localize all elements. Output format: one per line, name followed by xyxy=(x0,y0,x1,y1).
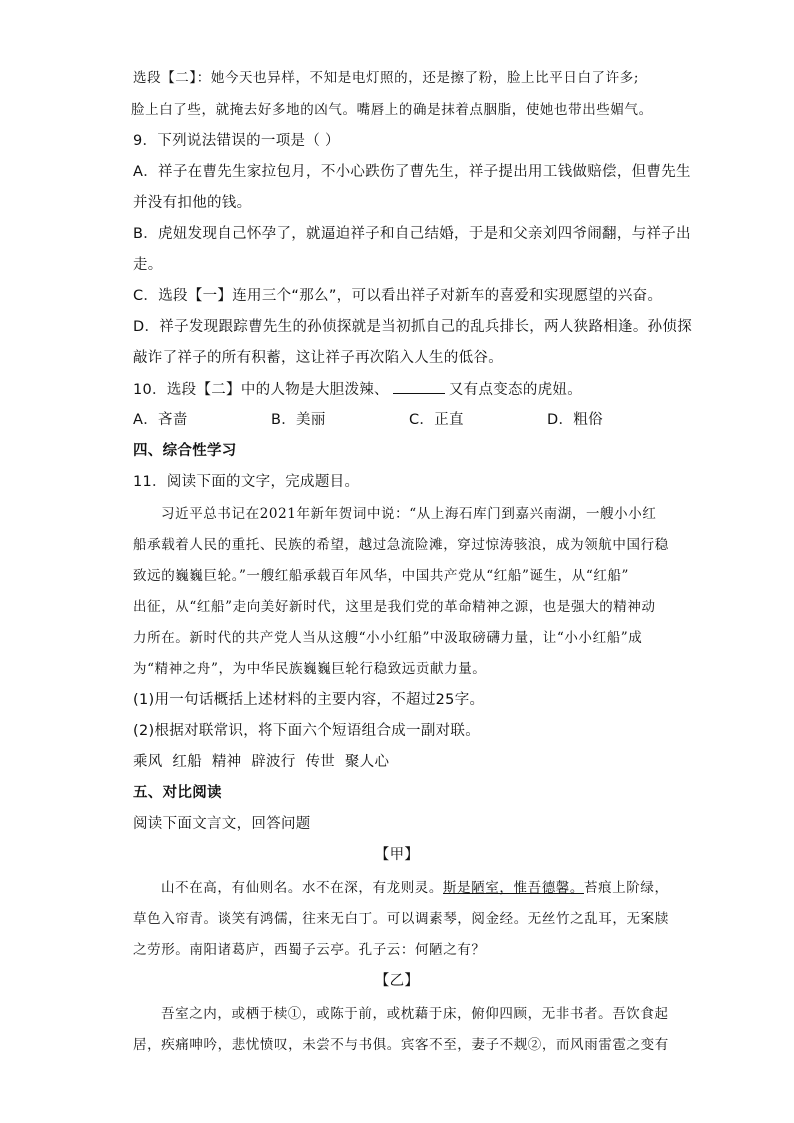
section5-intro: 阅读下面文言文，回答问题 xyxy=(133,816,311,832)
q10-stem xyxy=(133,378,582,401)
q10-answer-blank[interactable] xyxy=(393,378,445,394)
q10-option-b: B．美丽 xyxy=(271,412,326,428)
q11-material-line5: 力所在。新时代的共产党人当从这艘“小小红船”中汲取磅礴力量，让“小小红船”成 xyxy=(133,630,643,646)
q10-option-d: D．粗俗 xyxy=(547,412,603,428)
q11-material-line1: 习近平总书记在2021年新年贺词中说：“从上海石库门到嘉兴南湖，一艘小小红 xyxy=(161,506,657,522)
q11-material-line2: 船承载着人民的重托、民族的希望，越过急流险滩，穿过惊涛骇浪，成为领航中国行稳 xyxy=(133,537,669,553)
q9-option-d-line2: 敲诈了祥子的所有积蓄，这让祥子再次陷入人生的低谷。 xyxy=(133,350,503,366)
q9-option-b-line2: 走。 xyxy=(133,257,163,273)
q11-phrases: 乘风 红船 精神 辟波行 传世 聚人心 xyxy=(133,754,390,770)
passage-jia-line3: 之劳形。南阳诸葛庐，西蜀子云亭。孔子云：何陋之有？ xyxy=(133,942,486,958)
q9-option-a-line2: 并没有扣他的钱。 xyxy=(133,195,252,211)
q9-option-b-line1: B．虎妞发现自己怀孕了，就逼迫祥子和自己结婚，于是和父亲刘四爷闹翻，与祥子出 xyxy=(133,226,691,242)
passage2-line1: 选段【二】：她今天也异样，不知是电灯照的，还是擦了粉，脸上比平日白了许多; xyxy=(133,70,639,86)
passage-yi-line1: 吾室之内，或栖于椟①，或陈于前，或枕藉于床，俯仰四顾，无非书者。吾饮食起 xyxy=(161,1006,669,1022)
passage2-line2: 脸上白了些，就掩去好多地的凶气。嘴唇上的确是抹着点胭脂，使她也带出些媚气。 xyxy=(131,102,653,118)
passage-jia-line1 xyxy=(161,877,669,899)
q10-stem-part1: 10．选段【二】中的人物是大胆泼辣、 xyxy=(133,382,389,398)
q9-stem: 9．下列说法错误的一项是（ ） xyxy=(133,133,340,149)
passage-jia-line1-start: 山不在高，有仙则名。水不在深，有龙则灵。 xyxy=(161,880,443,896)
q9-option-d-line1: D．祥子发现跟踪曹先生的孙侦探就是当初抓自己的乱兵排长，两人狭路相逢。孙侦探 xyxy=(133,319,693,335)
q11-sub1: (1)用一句话概括上述材料的主要内容，不超过25字。 xyxy=(133,692,485,708)
passage-jia-line1-end: 苔痕上阶绿， xyxy=(584,880,669,896)
q10-option-a: A．吝啬 xyxy=(133,412,188,428)
passage-jia-line2: 草色入帘青。谈笑有鸿儒，往来无白丁。可以调素琴，阅金经。无丝竹之乱耳，无案牍 xyxy=(133,911,669,927)
section4-heading: 四、综合性学习 xyxy=(133,443,237,459)
q11-material-line4: 出征，从“红船”走向美好新时代，这里是我们党的革命精神之源，也是强大的精神动 xyxy=(133,599,656,615)
q10-stem-part2: 又有点变态的虎妞。 xyxy=(448,382,583,398)
section5-heading: 五、对比阅读 xyxy=(133,785,222,801)
q10-options xyxy=(133,409,693,431)
q11-sub2: (2)根据对联常识，将下面六个短语组合成一副对联。 xyxy=(133,723,481,739)
passage-jia-underlined-sentence: 斯是陋室，惟吾德馨。 xyxy=(443,880,584,896)
q9-option-a-line1: A．祥子在曹先生家拉包月，不小心跌伤了曹先生，祥子提出用工钱做赔偿，但曹先生 xyxy=(133,164,691,180)
q11-material-line3: 致远的巍巍巨轮。”一艘红船承载百年风华，中国共产党从“红船”诞生，从“红船” xyxy=(133,568,630,584)
passage-yi-line2: 居，疾痛呻吟，悲忧愤叹，未尝不与书俱。宾客不至，妻子不觌②，而风雨雷雹之变有 xyxy=(133,1037,669,1053)
q9-option-c: C．选段【一】连用三个“那么”，可以看出祥子对新车的喜爱和实现愿望的兴奋。 xyxy=(133,288,663,304)
q11-stem: 11．阅读下面的文字，完成题目。 xyxy=(133,474,360,490)
passage-yi-title: 【乙】 xyxy=(374,973,420,989)
passage-jia-title: 【甲】 xyxy=(374,847,420,863)
q11-material-line6: 为“精神之舟”，为中华民族巍巍巨轮行稳致远贡献力量。 xyxy=(133,661,487,677)
q10-option-c: C．正直 xyxy=(409,412,464,428)
